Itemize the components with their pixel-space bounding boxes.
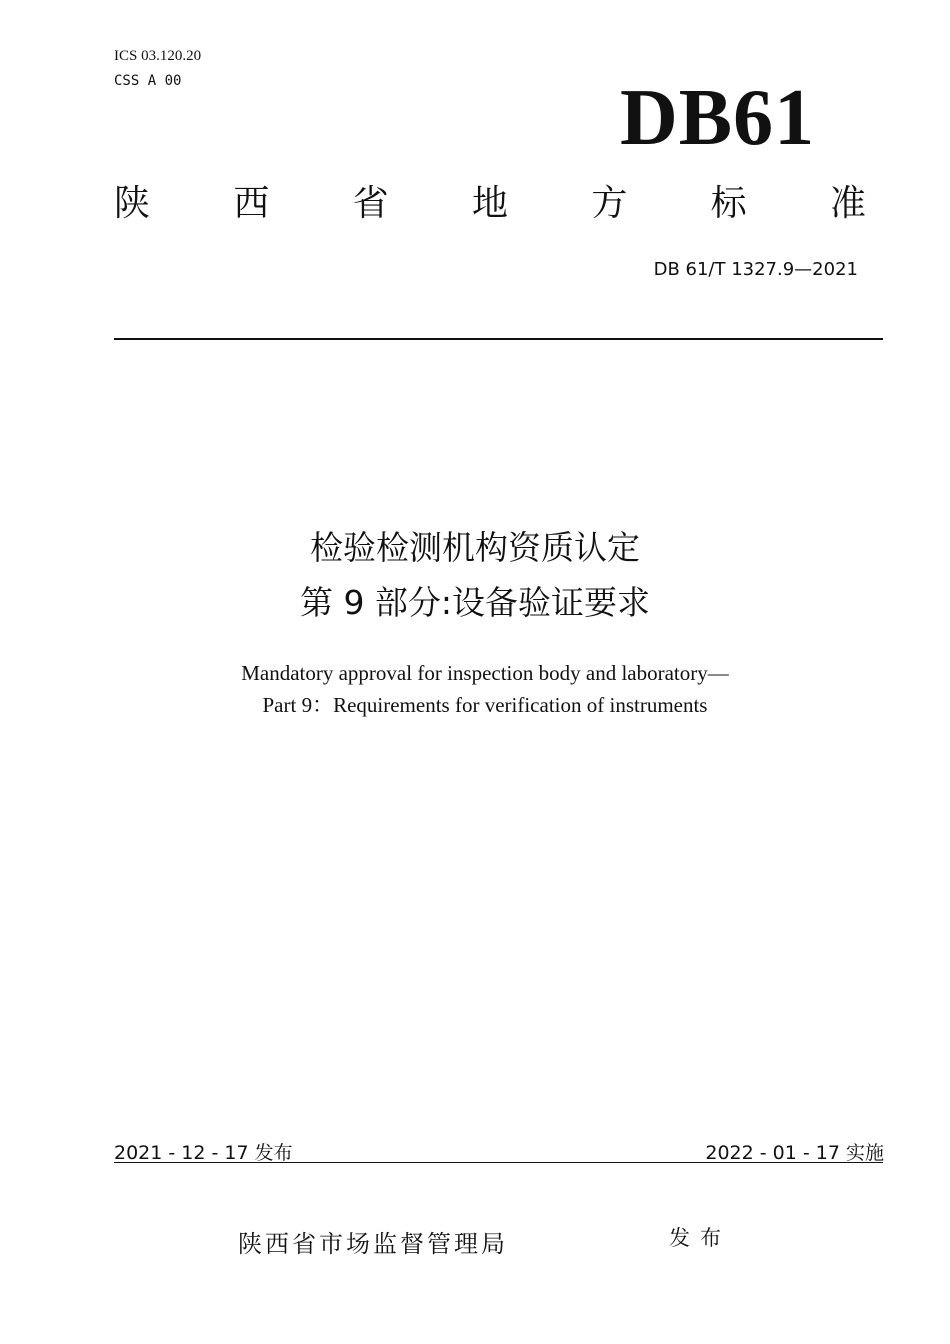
bottom-divider	[114, 1162, 883, 1163]
title-chinese-line-1: 检验检测机构资质认定	[310, 528, 640, 567]
standard-number: DB 61/T 1327.9—2021	[653, 259, 858, 280]
db61-logo: DB61	[620, 74, 816, 162]
standard-type-char: 地	[471, 183, 508, 224]
title-english-line-1: Mandatory approval for inspection body and laboratory—	[241, 661, 729, 685]
standard-type-char: 西	[233, 183, 270, 224]
standard-type-char: 准	[829, 183, 866, 224]
title-chinese-line-2: 第 9 部分:设备验证要求	[299, 583, 651, 622]
title-english-line-2: Part 9：Requirements for verification of instruments	[262, 693, 708, 717]
implementation-date: 2022 - 01 - 17 实施	[705, 1142, 884, 1164]
standard-type-char: 陕	[114, 183, 151, 224]
standard-type-char: 方	[591, 183, 628, 224]
standard-type-char: 标	[710, 183, 747, 224]
publisher-name: 陕西省市场监督管理局	[238, 1230, 508, 1258]
ics-code: ICS 03.120.20	[114, 48, 202, 64]
standard-type-char: 省	[352, 183, 389, 224]
publish-label: 发布	[669, 1226, 731, 1250]
css-code: CSS A 00	[114, 73, 182, 89]
issue-date: 2021 - 12 - 17 发布	[114, 1142, 293, 1164]
top-divider	[114, 338, 883, 340]
standard-type-heading	[114, 183, 866, 224]
